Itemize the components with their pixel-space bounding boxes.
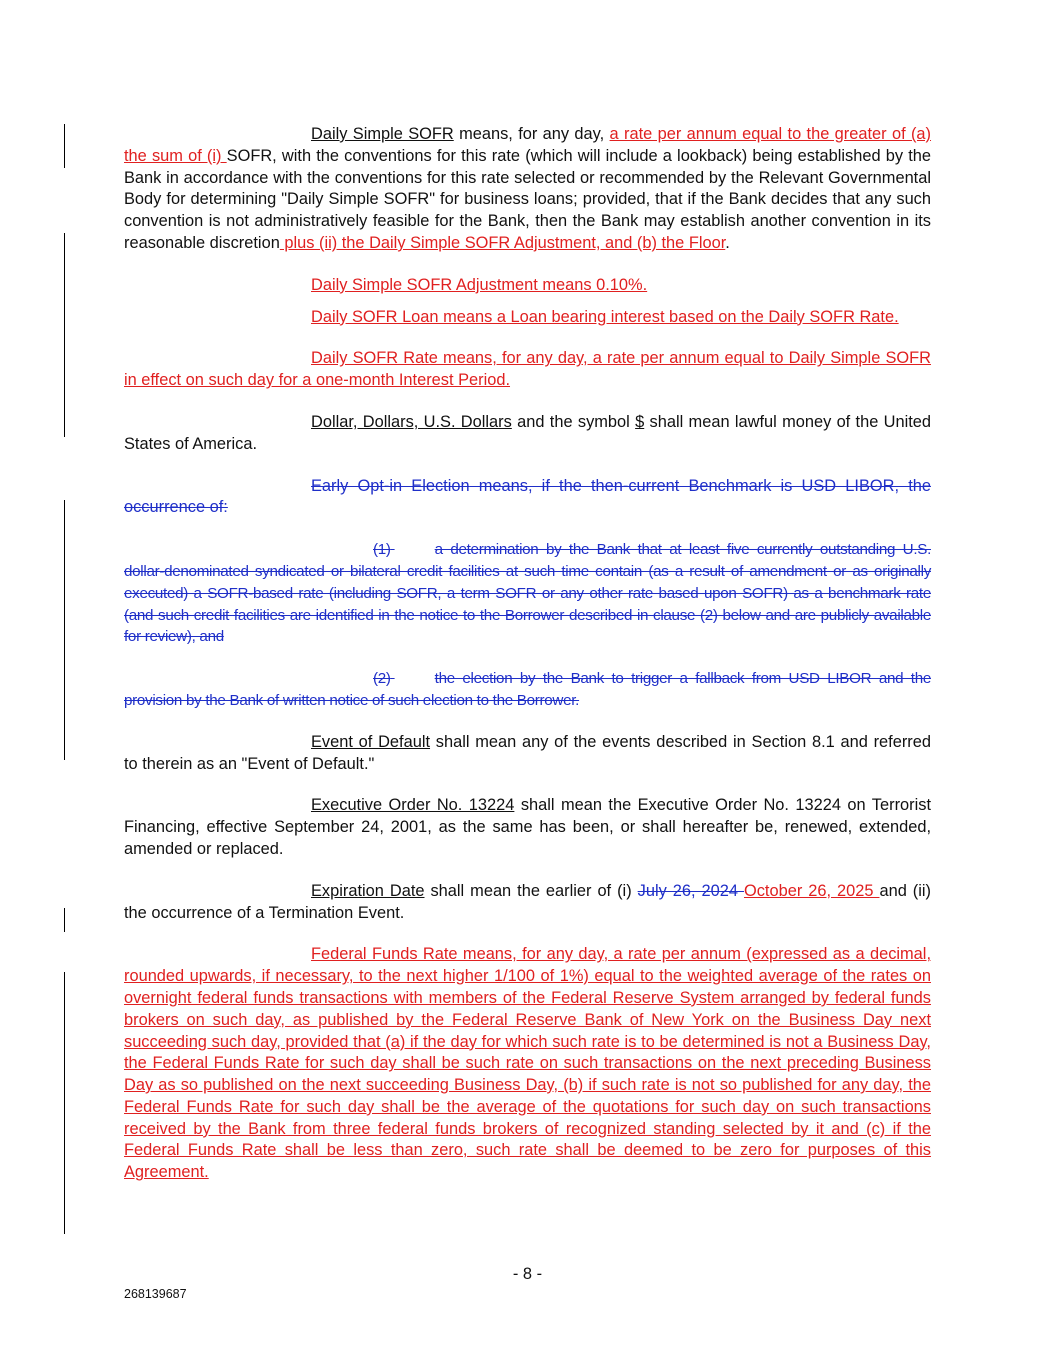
inserted-text: Daily SOFR Rate means, for any day, a rate per annum equal to Daily Simple SOFR in effect on such day for a one-month Interest Period.: [124, 349, 931, 390]
inserted-text: Daily SOFR Loan means a Loan bearing interest based on the Daily SOFR Rate.: [311, 307, 899, 326]
definition-executive-order: [124, 795, 931, 860]
inserted-text: October 26, 2025: [743, 881, 880, 900]
definition-text: shall mean the earlier of (i): [424, 881, 638, 900]
clause-tab: [391, 539, 435, 561]
definition-event-of-default: [124, 732, 931, 776]
clause-1: [124, 539, 931, 648]
definition-text: shall mean the Executive Order No. 13224 on Terrorist Financing, effective September 24, 2001, as the same has been, or shall hereafter be, renewed, extended, amended or replaced.: [124, 796, 931, 858]
change-bar: [64, 500, 65, 760]
deleted-text: a determination by the Bank that at least five currently outstanding U.S. dollar-denominated syndicated or bilateral credit facilities at such time contain (as a result of amendment or as originally executed) a SOFR-based rate (including SOFR, a term SOFR or any other rate based upon SOFR) as a benchmark rate (and such credit facilities are identified in the notice to the Borrower described in clause (2) below and are publicly available for review), and: [124, 541, 931, 646]
definition-dsofr-loan: [124, 307, 931, 329]
document-body: [124, 124, 931, 1184]
change-bar: [64, 233, 65, 437]
definition-federal-funds-rate: [124, 944, 931, 1184]
defined-term: Dollar, Dollars, U.S. Dollars: [311, 412, 512, 431]
definition-daily-simple-sofr: [124, 124, 931, 255]
inserted-text: Federal Funds Rate means, for any day, a rate per annum (expressed as a decimal, rounded upwards, if necessary, to the next higher 1/100 of 1%) equal to the weighted average of the rates on overnight federal funds transactions with members of the Federal Reserve System arranged by federal funds brokers on such day, as published by the Federal Reserve Bank of New York on the Business Day next succeeding such day, provided that (a) if the day for which such rate is to be determined is not a Business Day, the Federal Funds Rate for such day shall be such rate on such transactions on the next preceding Business Day as so published on the next succeeding Business Day, (b) if such rate is not so published for any day, the Federal Funds Rate for such day shall be the average of the quotations for such day on such transactions received by the Bank from three federal funds brokers of recognized standing selected by it and (c) if the Federal Funds Rate shall be less than zero, such rate shall be deemed to be zero for purposes of this Agreement.: [124, 945, 931, 1182]
deleted-text: the election by the Bank to trigger a fallback from USD LIBOR and the provision by the Bank of written notice of such election to the Borrower.: [124, 670, 931, 709]
definition-dsofr-rate: [124, 348, 931, 392]
document-id: 268139687: [124, 1287, 187, 1301]
definition-text: and (ii) the occurrence of a Termination Event.: [124, 881, 932, 922]
defined-term: Daily Simple SOFR: [311, 125, 454, 143]
defined-term: Event of Default: [311, 732, 431, 751]
definition-dollars: [124, 412, 931, 456]
inserted-text: Daily Simple SOFR Adjustment means 0.10%.: [311, 275, 648, 294]
deleted-term: Early Opt-in Election: [311, 476, 470, 495]
defined-term: Executive Order No. 13224: [311, 796, 515, 815]
definition-early-opt-in: [124, 476, 931, 520]
definition-text: shall mean any of the events described in Section 8.1 and referred to therein as an "Event of Default.": [124, 732, 931, 773]
definition-dsofr-adjustment: [124, 275, 931, 297]
clause-tab: [391, 668, 435, 690]
definition-text: and the symbol: [511, 412, 636, 431]
inserted-text: a rate per annum equal to the greater of (a) the sum of (i): [124, 125, 932, 165]
deleted-text: July 26, 2024: [637, 881, 744, 900]
page-number: - 8 -: [512, 1265, 543, 1283]
clause-number: (2): [373, 670, 391, 688]
clause-2: [124, 668, 931, 712]
change-bar: [64, 124, 65, 168]
definition-text: .: [725, 233, 730, 252]
change-bar: [64, 972, 65, 1234]
definition-text: shall mean lawful money of the United States of America.: [124, 412, 932, 453]
definition-text: SOFR, with the conventions for this rate (which will include a lookback) being established by the Bank in accordance with the conventions for this rate selected or recommended by the Relevant Governmental Body for determining "Daily Simple SOFR" for business loans; provided, that if the Bank decides that any such convention is not administratively feasible for the Bank, then the Bank may establish another convention in its reasonable discretion: [124, 146, 931, 252]
dollar-symbol: $: [635, 412, 645, 431]
defined-term: Expiration Date: [311, 881, 425, 900]
definition-expiration-date: [124, 881, 931, 925]
deleted-text: means, if the then-current Benchmark is USD LIBOR, the occurrence of:: [124, 476, 931, 517]
clause-number: (1): [373, 541, 391, 559]
definition-text: means, for any day,: [453, 125, 610, 143]
inserted-text: plus (ii) the Daily Simple SOFR Adjustment, and (b) the Floor: [279, 233, 726, 252]
change-bar: [64, 908, 65, 932]
